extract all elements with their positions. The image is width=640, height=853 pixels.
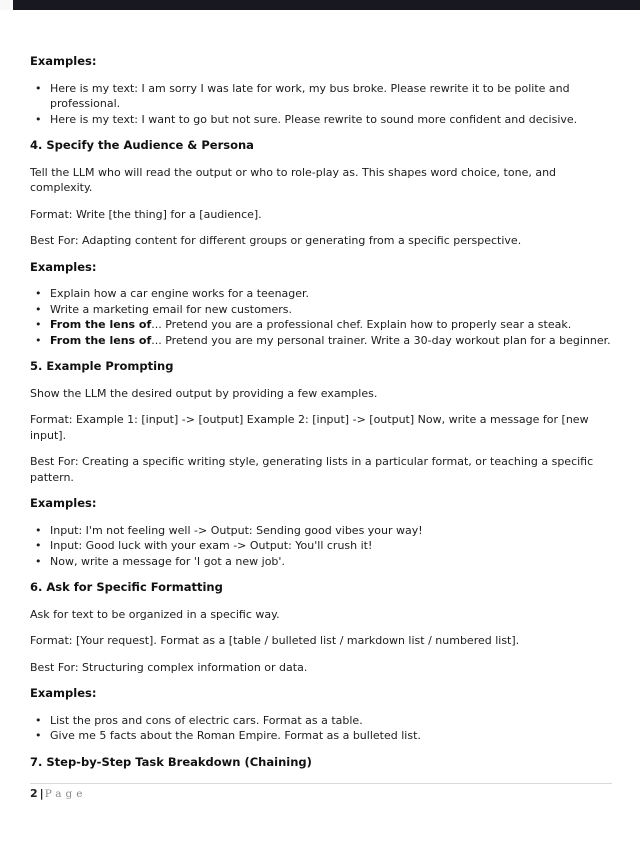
list-item-bold: From the lens of: [50, 333, 152, 347]
list-item-text: Give me 5 facts about the Roman Empire. Format as a bulleted list.: [50, 729, 421, 742]
list-item-text: Explain how a car engine works for a teenager.: [50, 287, 310, 300]
paragraph: Show the LLM the desired output by providing a few examples.: [30, 386, 378, 400]
section-heading: 7. Step-by-Step Task Breakdown (Chaining): [30, 754, 312, 769]
top-bar: [0, 0, 640, 10]
page-footer: [30, 783, 612, 801]
paragraph: Best For: Creating a specific writing style, generating lists in a particular format, or teaching a specific pattern.: [30, 455, 594, 484]
bullet-list: [30, 713, 612, 744]
list-item: [30, 112, 612, 128]
paragraph: Format: Write [the thing] for a [audience].: [30, 207, 262, 221]
section-heading: Examples:: [30, 686, 97, 700]
list-item: [30, 728, 612, 744]
list-item-text: Input: Good luck with your exam -> Output: You'll crush it!: [50, 539, 373, 552]
paragraph: Best For: Adapting content for different groups or generating from a specific perspective.: [30, 234, 522, 247]
list-item: [30, 333, 612, 349]
paragraph: Format: [Your request]. Format as a [table / bulleted list / markdown list / numbered list].: [30, 634, 520, 647]
list-item-text: ... Pretend you are my personal trainer. Write a 30-day workout plan for a beginner.: [151, 333, 611, 347]
list-item-bold: From the lens of: [50, 318, 152, 331]
list-item-text: Now, write a message for 'I got a new job'.: [50, 554, 285, 568]
list-item-text: Here is my text: I want to go but not sure. Please rewrite to sound more confident and decisive.: [50, 112, 578, 126]
list-item: [30, 317, 612, 333]
list-item: [30, 302, 612, 318]
section-heading: 4. Specify the Audience & Persona: [30, 138, 254, 152]
footer-separator: |: [39, 787, 44, 800]
list-item: [30, 554, 612, 570]
list-item: [30, 81, 612, 112]
section-heading: Examples:: [30, 259, 97, 274]
paragraph: Best For: Structuring complex information or data.: [30, 660, 308, 674]
paragraph: Format: Example 1: [input] -> [output] Example 2: [input] -> [output] Now, write a message for [new input].: [30, 413, 589, 442]
paragraph: Tell the LLM who will read the output or who to role-play as. This shapes word choice, tone, and complexity.: [30, 165, 557, 194]
paragraph: Ask for text to be organized in a specific way.: [30, 607, 280, 621]
list-item: [30, 538, 612, 554]
list-item-text: Input: I'm not feeling well -> Output: Sending good vibes your way!: [50, 523, 423, 537]
list-item: [30, 286, 612, 302]
section-heading: 6. Ask for Specific Formatting: [30, 580, 223, 594]
list-item-text: Here is my text: I am sorry I was late for work, my bus broke. Please rewrite it to be polite and professional.: [50, 81, 570, 110]
bullet-list: [30, 286, 612, 348]
section-heading: 5. Example Prompting: [30, 359, 174, 373]
top-bar-notch: [0, 0, 13, 10]
bullet-list: [30, 81, 612, 128]
list-item-text: Write a marketing email for new customers.: [50, 302, 293, 316]
list-item: [30, 713, 612, 729]
section-heading: Examples:: [30, 496, 97, 510]
bullet-list: [30, 523, 612, 570]
page-number: 2: [30, 787, 38, 800]
list-item-text: ... Pretend you are a professional chef. Explain how to properly sear a steak.: [151, 318, 572, 331]
list-item-text: List the pros and cons of electric cars. Format as a table.: [50, 713, 363, 727]
footer-page-label: Page: [44, 788, 87, 800]
list-item: [30, 523, 612, 539]
section-heading: Examples:: [30, 54, 97, 68]
